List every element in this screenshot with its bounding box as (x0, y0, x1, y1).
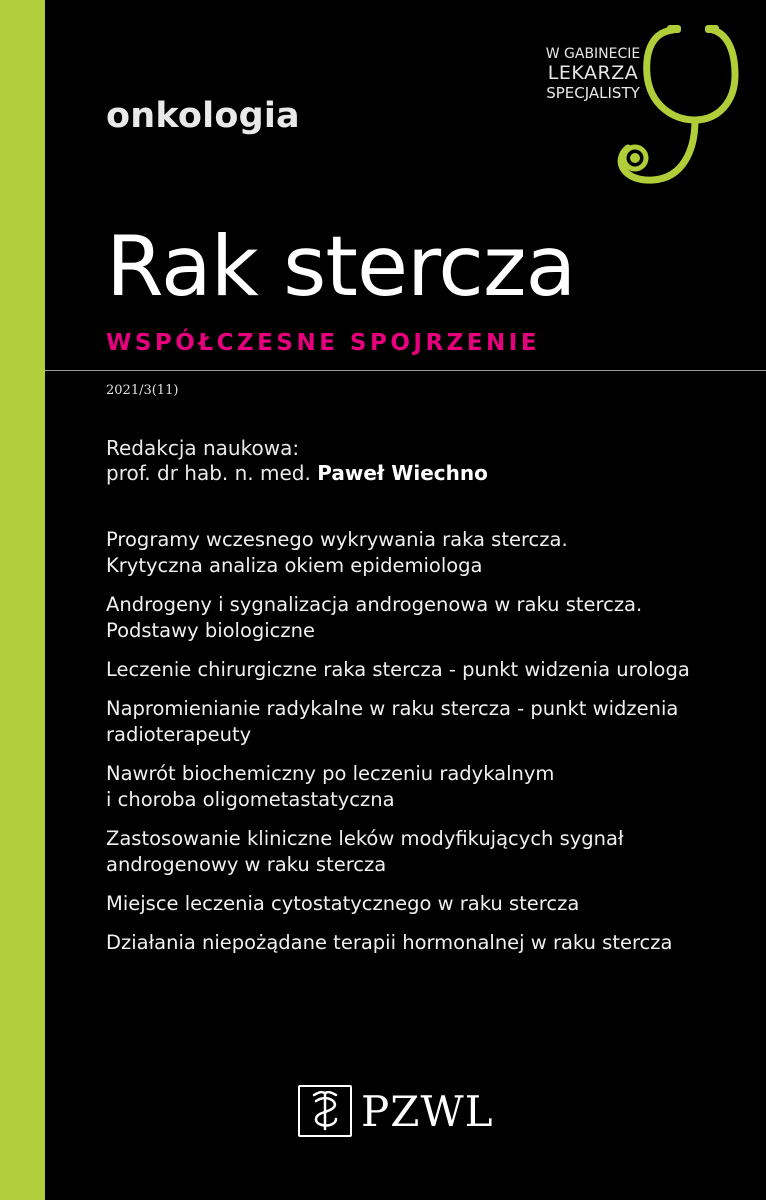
badge-line-1: W GABINECIE (545, 46, 641, 62)
series-badge (523, 20, 743, 195)
editor-prefix: prof. dr hab. n. med. (106, 461, 311, 485)
editor-line (106, 461, 488, 485)
badge-line-3: SPECJALISTY (546, 84, 640, 102)
publisher-logo-icon (298, 1085, 352, 1137)
toc-item: Zastosowanie kliniczne leków modyfikujących sygnał androgenowy w raku stercza (106, 827, 624, 876)
toc-item: Androgeny i sygnalizacja androgenowa w raku stercza. Podstawy biologiczne (106, 593, 643, 642)
editor-label: Redakcja naukowa: (106, 436, 300, 460)
divider-line (45, 370, 766, 371)
editor-name: Paweł Wiechno (317, 461, 488, 485)
toc-item: Programy wczesnego wykrywania raka stercza. Krytyczna analiza okiem epidemiologa (106, 528, 568, 577)
toc-item: Nawrót biochemiczny po leczeniu radykalnym i choroba oligometastatyczna (106, 762, 555, 811)
issue-number: 2021/3(11) (106, 383, 179, 398)
publisher-name: PZWL (361, 1087, 494, 1136)
badge-line-2: LEKARZA (547, 62, 639, 84)
toc-item: Działania niepożądane terapii hormonalnej w raku stercza (106, 931, 673, 954)
book-subtitle: WSPÓŁCZESNE SPOJRZENIE (106, 330, 541, 356)
toc-item: Miejsce leczenia cytostatycznego w raku stercza (106, 892, 580, 915)
toc-item: Leczenie chirurgiczne raka stercza - punkt widzenia urologa (106, 658, 690, 681)
side-stripe (0, 0, 45, 1200)
series-label: onkologia (106, 96, 300, 136)
toc-item: Napromienianie radykalne w raku stercza - punkt widzenia radioterapeuty (106, 697, 679, 746)
book-title: Rak stercza (106, 218, 576, 315)
table-of-contents (106, 527, 746, 969)
